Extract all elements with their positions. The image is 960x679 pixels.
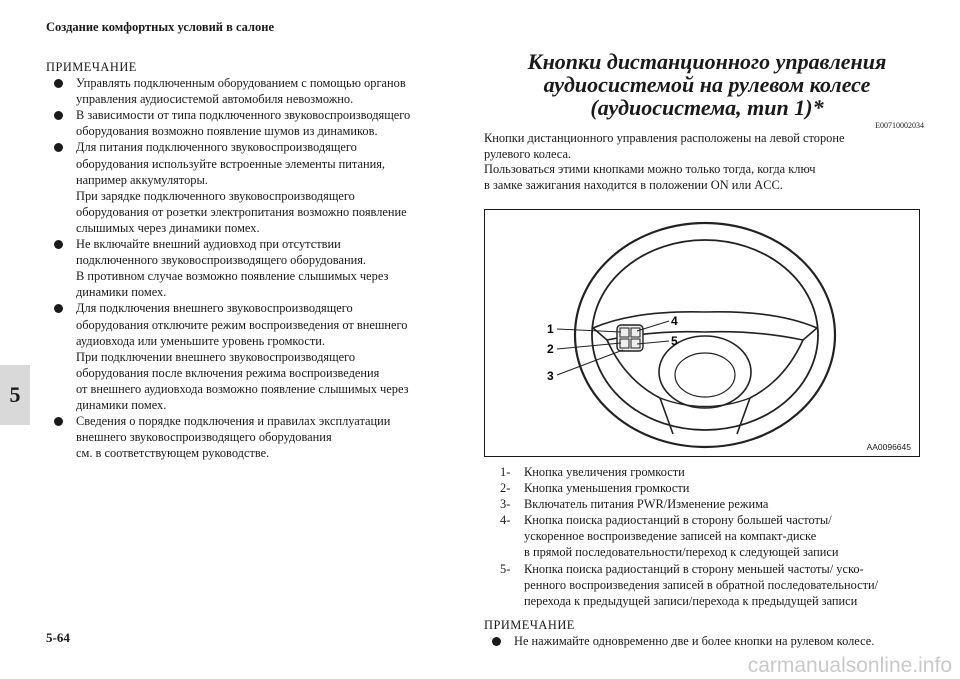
- chapter-tab: 5: [0, 365, 30, 425]
- wheel-hub-center: [675, 353, 735, 397]
- note-title: ПРИМЕЧАНИЕ: [46, 60, 137, 74]
- remote-control-pad: [617, 325, 643, 351]
- callout-line: [557, 350, 623, 375]
- legend-number: 3-: [500, 497, 511, 512]
- left-note: [46, 59, 466, 461]
- note-item-text: Не нажимайте одновременно две и более кнопки на рулевом колесе.: [514, 634, 875, 648]
- note-item-text: Для подключения внешнего звуковоспроизводящего оборудования отключите режим воспроизведения от внешнего аудиовхода или уменьшите уровень громкости. При подключении внешнего звуковоспроизводящего оборудования после включения режима воспроизведения от внешнего аудиовхода возможно появление слышимых через динамики помех.: [76, 301, 409, 412]
- note-item-text: Управлять подключенным оборудованием с помощью органов управления аудиосистемой автомобиля невозможно.: [76, 76, 406, 107]
- callout-line: [557, 329, 621, 332]
- note-item: [46, 75, 466, 107]
- legend-item: [500, 561, 920, 609]
- legend-item: [500, 496, 920, 512]
- legend: [500, 464, 920, 609]
- legend-number: 1-: [500, 465, 511, 479]
- note-item: [46, 139, 466, 236]
- section-title-line: аудиосистемой на рулевом колесе: [543, 72, 871, 97]
- bottom-note: [484, 617, 924, 649]
- legend-text: Кнопка увеличения громкости: [524, 465, 685, 479]
- callout-label: 5: [671, 334, 678, 348]
- legend-item: [500, 512, 920, 560]
- wheel-hub-lower-edge: [660, 398, 750, 407]
- note-list: [46, 75, 466, 461]
- callout-label: 3: [547, 369, 554, 383]
- legend-text: Кнопка поиска радиостанций в сторону большей частоты/ ускоренное воспроизведение записей на компакт-диске в прямой последовательности/переход к следующей записи: [524, 513, 839, 560]
- note-item-text: В зависимости от типа подключенного звуковоспроизводящего оборудования возможно появление шумов из динамиков.: [76, 108, 411, 139]
- section: [484, 50, 924, 193]
- note-item: [46, 413, 466, 461]
- legend-item: [500, 464, 920, 480]
- legend-number: 5-: [500, 561, 511, 576]
- legend-item: [500, 480, 920, 496]
- section-title-line: (аудиосистема, тип 1)*: [590, 95, 824, 120]
- section-intro: Кнопки дистанционного управления расположены на левой стороне рулевого колеса. Пользоваться этими кнопками можно только тогда, когда ключ в замке зажигания находится в положении ON или ACC.: [484, 131, 845, 192]
- legend-text: Кнопка поиска радиостанций в сторону меньшей частоты/ уско- ренного воспроизведения записей в обратной последовательности/ перехода к предыдущей записи/перехода к предыдущей записи: [524, 561, 879, 608]
- note-item-text: Не включайте внешний аудиовход при отсутствии подключенного звуковоспроизводящего оборудования. В противном случае возможно появление слышимых через динамики помех.: [76, 237, 389, 300]
- callout-label: 1: [547, 322, 554, 336]
- steering-wheel-figure: [484, 209, 920, 457]
- section-title-line: Кнопки дистанционного управления: [527, 49, 887, 74]
- wheel-spoke-lower: [607, 340, 803, 434]
- wheel-rim-outer: [575, 223, 835, 447]
- note-item: [46, 236, 466, 300]
- note-item: [46, 300, 466, 413]
- callout-label: 2: [547, 342, 554, 356]
- section-title: [490, 50, 924, 119]
- note-item-text: Сведения о порядке подключения и правилах эксплуатации внешнего звуковоспроизводящего оборудования см. в соответствующем руководстве.: [76, 414, 391, 461]
- note-item: [46, 107, 466, 139]
- note-item-text: Для питания подключенного звуковоспроизводящего оборудования используйте встроенные элементы питания, например аккумуляторы. При зарядке подключенного звуковоспроизводящего оборудования от розетки электропитания возможно появление слышимых через динамики помех.: [76, 140, 407, 235]
- page-number: 5-64: [46, 630, 70, 645]
- note-list: [484, 633, 924, 649]
- figure-code: AA0096645: [866, 442, 911, 452]
- steering-wheel-illustration: [485, 210, 919, 456]
- legend-number: 2-: [500, 481, 511, 496]
- legend-text: Включатель питания PWR/Изменение режима: [524, 497, 769, 512]
- watermark: carmanualsonline.info: [747, 654, 952, 677]
- note-title: ПРИМЕЧАНИЕ: [484, 618, 575, 632]
- page-header: Создание комфортных условий в салоне: [46, 20, 275, 34]
- legend-number: 4-: [500, 513, 511, 528]
- section-code: E00710002034: [875, 121, 924, 130]
- legend-text: Кнопка уменьшения громкости: [524, 481, 690, 496]
- callout-label: 4: [671, 314, 678, 328]
- note-item: [484, 633, 924, 649]
